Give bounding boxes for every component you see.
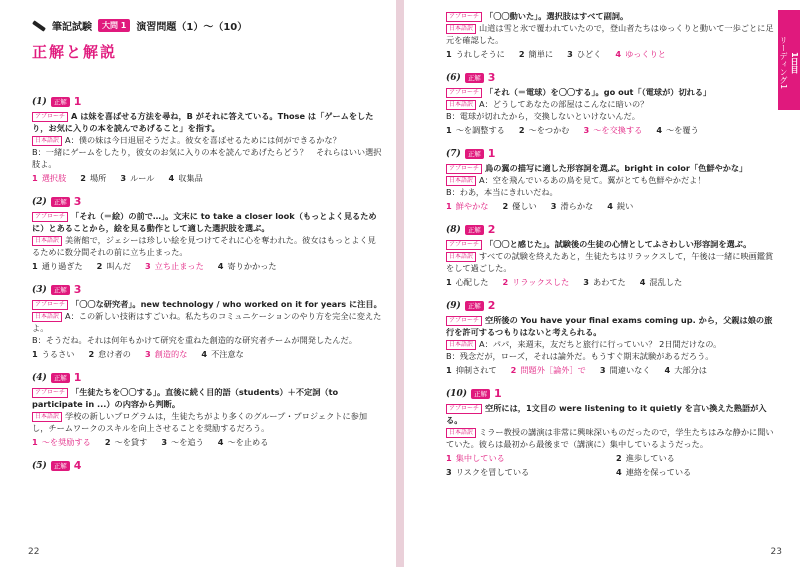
option-item bbox=[567, 48, 601, 60]
question-number: (3) bbox=[32, 285, 47, 295]
translation-tag: 日本語訳 bbox=[446, 24, 476, 34]
option-item bbox=[145, 260, 204, 272]
option-item bbox=[32, 436, 91, 448]
question-number: (2) bbox=[32, 197, 47, 207]
question-number: (5) bbox=[32, 461, 47, 471]
translation-line bbox=[446, 110, 776, 122]
option-text: 叫んだ bbox=[106, 261, 131, 271]
correct-answer: 2 bbox=[487, 299, 496, 312]
approach-tag: アプローチ bbox=[446, 240, 482, 250]
option-text: 集中している bbox=[455, 453, 505, 463]
translation-tag: 日本語訳 bbox=[32, 312, 62, 322]
answer-options bbox=[32, 348, 382, 360]
option-item bbox=[446, 276, 488, 288]
approach-line bbox=[32, 386, 382, 410]
option-item bbox=[584, 124, 643, 136]
option-item bbox=[145, 348, 187, 360]
pen-icon bbox=[32, 20, 46, 31]
option-text: ～を追う bbox=[171, 437, 204, 447]
approach-line bbox=[446, 314, 776, 338]
correct-answer: 1 bbox=[494, 387, 502, 400]
option-item bbox=[32, 260, 83, 272]
option-number: 4 bbox=[217, 261, 224, 271]
translation-text: A：僕の妹は今日退屈そうだよ。彼女を喜ばせるためには何ができるかな？ bbox=[65, 135, 341, 145]
option-item bbox=[120, 172, 154, 184]
approach-tag: アプローチ bbox=[446, 88, 482, 98]
option-number: 4 bbox=[168, 173, 175, 183]
answer-options bbox=[446, 200, 776, 212]
question-head bbox=[32, 284, 382, 296]
option-item bbox=[511, 364, 586, 376]
translation-text: B：一緒にゲームをしたり，彼女のお気に入りの本を読んであげたらどう？ それらはいい選択肢よ。 bbox=[32, 147, 382, 169]
translation-text: 美術館で，ジェシーは珍しい絵を見つけてそれに心を奪われた。彼女はもっとよく見るために数分間それの前に立ち止まった。 bbox=[32, 235, 376, 257]
question-head bbox=[32, 372, 382, 384]
option-number: 3 bbox=[550, 201, 557, 211]
approach-line bbox=[446, 10, 776, 22]
option-item bbox=[218, 436, 269, 448]
question-head bbox=[32, 196, 382, 208]
option-text: ～を交換する bbox=[593, 125, 643, 135]
option-item bbox=[502, 200, 536, 212]
option-text: 進歩している bbox=[625, 453, 675, 463]
question-block bbox=[446, 388, 776, 478]
option-item bbox=[665, 364, 707, 376]
option-number: 1 bbox=[446, 277, 452, 287]
option-text: 収集品 bbox=[178, 173, 203, 183]
translation-text: すべての試験を終えたあと，生徒たちはリラックスして，午後は一緒に映画鑑賞をして過ごした。 bbox=[446, 251, 774, 273]
option-text: 立ち止まった bbox=[154, 261, 204, 271]
option-text: ～を奨励する bbox=[41, 437, 91, 447]
question-block bbox=[446, 300, 776, 376]
option-text: 優しい bbox=[512, 201, 537, 211]
correct-answer: 1 bbox=[73, 95, 82, 108]
correct-answer: 3 bbox=[73, 283, 82, 296]
option-item bbox=[88, 348, 130, 360]
approach-line bbox=[446, 162, 776, 174]
answer-options bbox=[446, 124, 776, 136]
page-title: 正解と解説 bbox=[32, 43, 118, 61]
correct-answer: 1 bbox=[487, 147, 496, 160]
option-item bbox=[446, 466, 606, 478]
option-text: ～を覆う bbox=[666, 125, 699, 135]
option-number: 2 bbox=[96, 261, 103, 271]
translation-tag: 日本語訳 bbox=[32, 136, 62, 146]
option-number: 2 bbox=[502, 201, 509, 211]
translation-line bbox=[446, 186, 776, 198]
option-text: リスクを冒している bbox=[455, 467, 530, 477]
option-item bbox=[80, 172, 106, 184]
option-text: リラックスした bbox=[512, 277, 570, 287]
translation-text: A：パパ，来週末，友だちと旅行に行っていい？ 2日間だけなの。 bbox=[479, 339, 722, 349]
option-number: 3 bbox=[120, 173, 127, 183]
option-item bbox=[640, 276, 682, 288]
answer-options bbox=[32, 172, 382, 184]
option-text: 通り過ぎた bbox=[41, 261, 83, 271]
option-item bbox=[446, 48, 505, 60]
option-item bbox=[615, 48, 666, 60]
option-item bbox=[97, 260, 131, 272]
correct-answer: 3 bbox=[487, 71, 496, 84]
book-gutter bbox=[396, 0, 404, 567]
approach-text: 鳥の翼の描写に適した形容詞を選ぶ。bright in color「色鮮やかな」 bbox=[485, 163, 748, 173]
option-item bbox=[607, 200, 633, 212]
correct-answer: 2 bbox=[487, 223, 496, 236]
option-text: 鋭い bbox=[616, 201, 634, 211]
approach-tag: アプローチ bbox=[32, 300, 68, 310]
seikai-label: 正解 bbox=[465, 73, 484, 83]
option-item bbox=[519, 48, 553, 60]
option-item bbox=[502, 276, 569, 288]
option-number: 3 bbox=[599, 365, 606, 375]
option-item bbox=[446, 452, 606, 464]
option-item bbox=[446, 364, 497, 376]
approach-tag: アプローチ bbox=[446, 12, 482, 22]
seikai-label: 正解 bbox=[51, 97, 70, 107]
option-number: 4 bbox=[607, 201, 613, 211]
option-text: 創造的な bbox=[154, 349, 188, 359]
correct-answer: 1 bbox=[73, 371, 82, 384]
answer-options bbox=[446, 276, 776, 288]
question-number: (7) bbox=[446, 149, 461, 159]
option-text: 寄りかかった bbox=[227, 261, 277, 271]
seikai-label: 正解 bbox=[51, 197, 70, 207]
translation-tag: 日本語訳 bbox=[32, 412, 62, 422]
option-number: 3 bbox=[161, 437, 168, 447]
option-number: 3 bbox=[583, 125, 590, 135]
question-number: (10) bbox=[446, 389, 468, 399]
translation-tag: 日本語訳 bbox=[446, 100, 476, 110]
option-item bbox=[446, 124, 505, 136]
answer-options bbox=[446, 48, 776, 60]
option-number: 4 bbox=[664, 365, 671, 375]
section-subtitle: 演習問題（1）～（10） bbox=[136, 22, 248, 33]
option-number: 1 bbox=[446, 365, 452, 375]
option-text: 間違いなく bbox=[609, 365, 651, 375]
option-text: うれしそうに bbox=[455, 49, 505, 59]
option-item bbox=[551, 200, 593, 212]
translation-line bbox=[32, 234, 382, 258]
approach-text: 「〇〇な研究者」。new technology / who worked on it for years に注目。 bbox=[71, 299, 382, 309]
option-text: 怠け者の bbox=[98, 349, 131, 359]
translation-tag: 日本語訳 bbox=[32, 236, 62, 246]
option-number: 2 bbox=[518, 49, 525, 59]
option-text: ゆっくりと bbox=[625, 49, 666, 59]
seikai-label: 正解 bbox=[51, 285, 70, 295]
approach-line bbox=[32, 298, 382, 310]
option-item bbox=[519, 124, 570, 136]
question-number: (4) bbox=[32, 373, 47, 383]
approach-line bbox=[32, 210, 382, 234]
option-item bbox=[218, 260, 277, 272]
option-item bbox=[616, 452, 776, 464]
approach-text: 空所には，1文目の were listening to it quietly を言い換えた熟語が入る。 bbox=[446, 403, 767, 425]
option-text: ひどく bbox=[576, 49, 602, 59]
seikai-label: 正解 bbox=[471, 389, 490, 399]
option-text: 選択肢 bbox=[41, 173, 67, 183]
option-number: 3 bbox=[567, 49, 573, 59]
approach-line bbox=[446, 238, 776, 250]
option-item bbox=[161, 436, 203, 448]
section-badge: 大問 1 bbox=[98, 19, 130, 32]
question-block bbox=[446, 72, 776, 136]
option-item bbox=[32, 348, 74, 360]
option-item bbox=[105, 436, 147, 448]
question-block bbox=[32, 96, 382, 184]
approach-text: 「それ（＝絵）の前で…」。文末に to take a closer look（もっとよく見るために）とあることから，絵を見る動作として適した選択肢を選ぶ。 bbox=[32, 211, 377, 233]
option-item bbox=[656, 124, 698, 136]
left-column bbox=[32, 96, 382, 484]
option-number: 1 bbox=[32, 173, 38, 183]
option-text: 連絡を保っている bbox=[625, 467, 692, 477]
approach-text: 「それ（＝電球）を〇〇する」。go out「（電球が）切れる」 bbox=[485, 87, 712, 97]
option-text: 問題外［論外］で bbox=[520, 365, 586, 375]
option-number: 1 bbox=[446, 453, 452, 463]
translation-text: B：わあ，本当にきれいだね。 bbox=[446, 187, 558, 197]
side-tab bbox=[778, 10, 800, 110]
question-block bbox=[32, 284, 382, 360]
seikai-label: 正解 bbox=[465, 225, 484, 235]
correct-answer: 4 bbox=[73, 459, 82, 472]
translation-line bbox=[446, 22, 776, 46]
option-number: 2 bbox=[88, 349, 95, 359]
option-text: あわてた bbox=[592, 277, 626, 287]
approach-tag: アプローチ bbox=[446, 316, 482, 326]
answer-options bbox=[32, 436, 382, 448]
seikai-label: 正解 bbox=[51, 373, 70, 383]
translation-tag: 日本語訳 bbox=[446, 428, 476, 438]
approach-tag: アプローチ bbox=[32, 112, 68, 122]
option-text: 抑制されて bbox=[455, 365, 497, 375]
option-number: 2 bbox=[616, 453, 622, 463]
approach-text: A は妹を喜ばせる方法を尋ね，B がそれに答えている。Those は「ゲームをしたり，お気に入りの本を読んであげること」を指す。 bbox=[32, 111, 374, 133]
option-item bbox=[446, 200, 488, 212]
answer-options bbox=[446, 364, 776, 376]
approach-tag: アプローチ bbox=[32, 212, 68, 222]
option-number: 1 bbox=[32, 349, 38, 359]
left-page bbox=[0, 0, 396, 567]
translation-line bbox=[446, 98, 776, 110]
approach-line bbox=[32, 110, 382, 134]
translation-text: B：電球が切れたから，交換しないといけないんだ。 bbox=[446, 111, 640, 121]
translation-tag: 日本語訳 bbox=[446, 340, 476, 350]
option-number: 3 bbox=[583, 277, 589, 287]
option-text: ～をつかむ bbox=[528, 125, 570, 135]
option-number: 2 bbox=[518, 125, 525, 135]
page-number-left: 22 bbox=[28, 547, 40, 557]
translation-text: 山道は雪と氷で覆われていたので，登山者たちはゆっくりと動いて一歩ごとに足元を確認した。 bbox=[446, 23, 774, 45]
option-number: 1 bbox=[446, 201, 452, 211]
option-text: 滑らかな bbox=[560, 201, 594, 211]
translation-text: B：そうだね。それは何年もかけて研究を重ねた創造的な研究者チームが開発したんだ。 bbox=[32, 335, 357, 345]
translation-text: 学校の新しいプログラムは，生徒たちがより多くのグループ・プロジェクトに参加し，チームワークのスキルを向上させることを奨励するだろう。 bbox=[32, 411, 368, 433]
option-number: 2 bbox=[104, 437, 111, 447]
question-block bbox=[446, 10, 776, 60]
question-block bbox=[32, 196, 382, 272]
option-number: 3 bbox=[446, 467, 452, 477]
translation-line bbox=[446, 338, 776, 350]
question-number: (9) bbox=[446, 301, 461, 311]
question-head bbox=[446, 224, 776, 236]
option-number: 3 bbox=[144, 349, 151, 359]
translation-text: A：空を飛んでいるあの鳥を見て。翼がとても色鮮やかだよ！ bbox=[479, 175, 706, 185]
translation-text: A：この新しい技術はすごいね。私たちのコミュニケーションのやり方を完全に変えたよ。 bbox=[32, 311, 382, 333]
question-number: (8) bbox=[446, 225, 461, 235]
translation-line bbox=[32, 310, 382, 334]
translation-text: A：どうしてあなたの部屋はこんなに暗いの？ bbox=[479, 99, 649, 109]
right-page bbox=[404, 0, 800, 567]
seikai-label: 正解 bbox=[465, 301, 484, 311]
question-block bbox=[446, 148, 776, 212]
translation-line bbox=[446, 174, 776, 186]
approach-text: 「〇〇動いた」。選択肢はすべて副詞。 bbox=[485, 11, 629, 21]
option-text: ～を調整する bbox=[455, 125, 505, 135]
question-block bbox=[446, 224, 776, 288]
approach-line bbox=[446, 402, 776, 426]
translation-tag: 日本語訳 bbox=[446, 252, 476, 262]
option-text: 心配した bbox=[455, 277, 489, 287]
approach-tag: アプローチ bbox=[446, 404, 482, 414]
option-number: 3 bbox=[144, 261, 151, 271]
option-number: 2 bbox=[502, 277, 509, 287]
approach-text: 「〇〇と感じた」。試験後の生徒の心情としてふさわしい形容詞を選ぶ。 bbox=[485, 239, 752, 249]
question-head bbox=[446, 300, 776, 312]
option-number: 4 bbox=[217, 437, 224, 447]
option-text: 場所 bbox=[89, 173, 107, 183]
option-number: 1 bbox=[446, 125, 452, 135]
question-head bbox=[446, 148, 776, 160]
question-head bbox=[446, 72, 776, 84]
option-text: 鮮やかな bbox=[455, 201, 489, 211]
option-number: 4 bbox=[616, 467, 622, 477]
option-number: 4 bbox=[639, 277, 646, 287]
option-number: 2 bbox=[510, 365, 517, 375]
side-tab-day: 1日目 bbox=[790, 52, 799, 74]
option-number: 4 bbox=[615, 49, 622, 59]
approach-tag: アプローチ bbox=[32, 388, 68, 398]
option-item bbox=[201, 348, 243, 360]
option-text: ～を貸す bbox=[114, 437, 148, 447]
translation-line bbox=[32, 410, 382, 434]
option-number: 4 bbox=[201, 349, 208, 359]
translation-text: ミラー教授の講演は非常に興味深いものだったので，学生たちはみな静かに聞いていた。彼らは最初から最後まで（講演に）集中しているようだった。 bbox=[446, 427, 774, 449]
option-number: 1 bbox=[32, 261, 38, 271]
option-item bbox=[600, 364, 651, 376]
option-text: ～を止める bbox=[227, 437, 269, 447]
question-block bbox=[32, 372, 382, 448]
translation-line bbox=[32, 146, 382, 170]
right-column bbox=[446, 10, 776, 490]
option-item bbox=[616, 466, 776, 478]
option-text: うるさい bbox=[41, 349, 75, 359]
question-number: (1) bbox=[32, 97, 47, 107]
option-item bbox=[583, 276, 625, 288]
translation-tag: 日本語訳 bbox=[446, 176, 476, 186]
option-number: 2 bbox=[80, 173, 86, 183]
question-head bbox=[446, 388, 776, 400]
section-label: 筆記試験 bbox=[52, 22, 92, 33]
option-text: 混乱した bbox=[649, 277, 683, 287]
question-block bbox=[32, 460, 382, 472]
page-number-right: 23 bbox=[770, 547, 782, 557]
translation-line bbox=[446, 250, 776, 274]
option-number: 1 bbox=[446, 49, 452, 59]
approach-text: 「生徒たちを〇〇する」。直後に続く目的語（students）＋不定詞（to participate in ...）の内容から判断。 bbox=[32, 387, 339, 409]
approach-text: 空所後の You have your final exams coming up. から，父親は娘の旅行を許可するつもりはないと考えられる。 bbox=[446, 315, 773, 337]
option-item bbox=[168, 172, 202, 184]
answer-options bbox=[32, 260, 382, 272]
translation-line bbox=[446, 350, 776, 362]
option-item bbox=[32, 172, 66, 184]
question-head bbox=[32, 460, 382, 472]
option-text: ルール bbox=[130, 173, 155, 183]
question-number: (6) bbox=[446, 73, 461, 83]
option-text: 不注意な bbox=[211, 349, 244, 359]
option-number: 4 bbox=[656, 125, 663, 135]
option-text: 大部分は bbox=[674, 365, 707, 375]
seikai-label: 正解 bbox=[51, 461, 70, 471]
section-header bbox=[32, 18, 392, 62]
correct-answer: 3 bbox=[73, 195, 82, 208]
translation-line bbox=[32, 134, 382, 146]
question-head bbox=[32, 96, 382, 108]
translation-line bbox=[446, 426, 776, 450]
option-text: 簡単に bbox=[528, 49, 554, 59]
answer-options bbox=[446, 452, 776, 478]
option-number: 1 bbox=[32, 437, 38, 447]
translation-line bbox=[32, 334, 382, 346]
approach-tag: アプローチ bbox=[446, 164, 482, 174]
approach-line bbox=[446, 86, 776, 98]
translation-text: B：残念だが，ローズ，それは論外だ。もうすぐ期末試験があるだろう。 bbox=[446, 351, 714, 361]
seikai-label: 正解 bbox=[465, 149, 484, 159]
side-tab-topic: リーディング1 bbox=[779, 36, 788, 90]
